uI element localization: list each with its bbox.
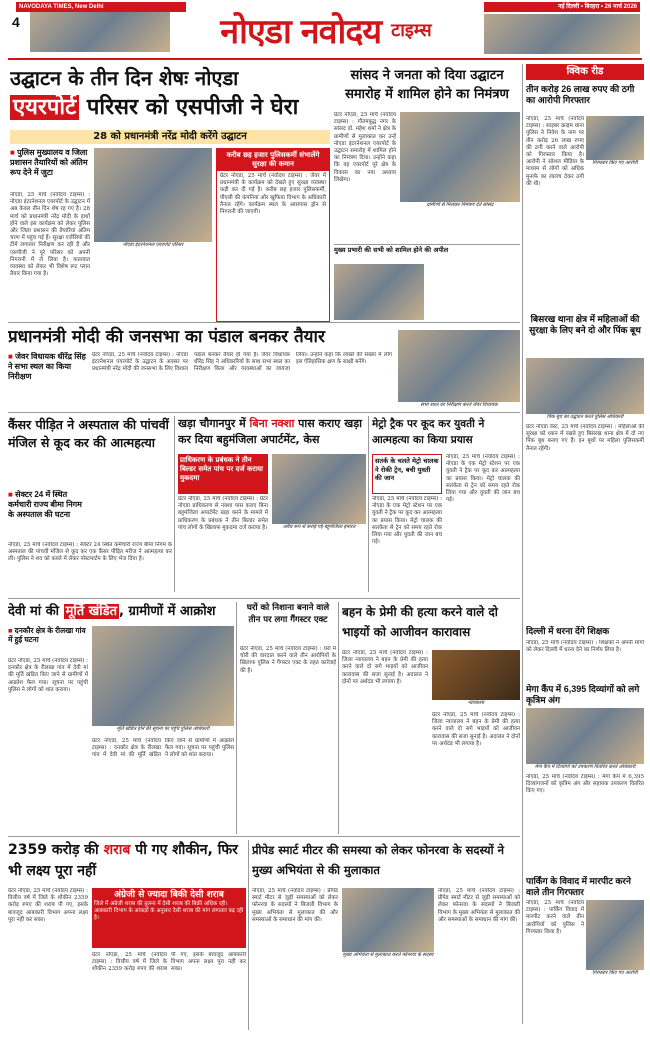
- mp-quote: मुख्य प्रभारी की सभी को शामिल होने की अपील: [334, 244, 520, 260]
- page-number: 4: [12, 14, 20, 30]
- lead-headline-rest: परिसर को एसपीजी ने घेरा: [86, 95, 299, 120]
- rally-body: ग्रेटर नोएडा, 25 मार्च (नवोदय टाइम्स) : नोएडा इंटरनेशनल एयरपोर्ट के उद्घाटन के अवसर पर प्रधानमंत्री नरेंद्र मोदी की जनसभा के लिए विशाल पंडाल बनकर तैयार हो गया है। जेवर विधायक धीरेंद्र सिंह ने अधिकारियों के साथ सभा स्थल का निरीक्षण किया और व्यवस्थाओं का जायजा लिया। उन्होंने कहा कि लाखों की संख्या में लोग इस ऐतिहासिक क्षण के साक्षी बनेंगे।: [92, 352, 392, 373]
- lead-photo: [94, 148, 212, 242]
- idol-body: ग्रेटर नोएडा, 25 मार्च (नवोदय टाइम्स) : दनकौर क्षेत्र के रीलखा गांव में देवी मां की मूर्ति खंडित किए जाने से ग्रामीणों में आक्रोश फैल गया। सूचना पर पहुंची पुलिस ने लोगों को शांत कराया।: [8, 658, 88, 693]
- meter-headline: प्रीपेड स्मार्ट मीटर की समस्या को लेकर फोनरवा के सदस्यों ने मुख्य अभियंता से की मुलाकात: [252, 843, 504, 877]
- qr-item-1-caption: गिरफ्तार किए गए आरोपी: [592, 160, 638, 166]
- lead-strap: 28 को प्रधानमंत्री नरेंद्र मोदी करेंगे उद्घाटन: [10, 130, 330, 144]
- murder-photo: [432, 650, 520, 700]
- meter-story: [252, 840, 520, 1032]
- meter-body-cont: नोएडा, 25 मार्च (नवोदय टाइम्स) : प्रीपेड स्मार्ट मीटर से जुड़ी समस्याओं को लेकर फोनरवा के सदस्यों ने बिजली विभाग के मुख्य अभियंता से मुलाकात की और समस्याओं के समाधान की मांग की।: [438, 888, 520, 923]
- idol-photo-caption: मूर्ति खंडित होने की सूचना पर पहुंचे पुलिस अधिकारी: [116, 726, 210, 732]
- idol-headline-red: मूर्ति खंडित: [65, 604, 118, 619]
- qr-item-4-headline: मेगा कैंप में 6,395 दिव्यांगों को लगे कृत्रिम अंग: [526, 684, 640, 705]
- qr-item-4-caption: मेगा कैंप में दिव्यांगों को उपकरण वितरित करते अधिकारी: [534, 764, 636, 770]
- murder-story: [342, 602, 520, 834]
- lead-body: नोएडा, 25 मार्च (नवोदय टाइम्स) : नोएडा इंटरनेशनल एयरपोर्ट के उद्घाटन में अब केवल तीन दिन शेष रह गए हैं। 28 मार्च को प्रधानमंत्री नरेंद्र मोदी के हाथों होने वाले इस कार्यक्रम को लेकर पुलिस और जिला प्रशासन की तैयारियां अंतिम चरण में पहुंच गई हैं। सुरक्षा एजेंसियों की टीमें लगातार निरीक्षण कर रही हैं और एसपीजी ने पूरे परिसर को अपनी निगरानी में ले लिया है। यातायात व्यवस्था को लेकर भी विशेष रूट प्लान तैयार किया गया है।: [10, 192, 90, 278]
- theft-story: [240, 602, 336, 834]
- lead-box-title: करीब छह हजार पुलिसकर्मी संभालेंगे सुरक्षा की कमान: [217, 149, 329, 171]
- murder-body-cont: ग्रेटर नोएडा, 25 मार्च (नवोदय टाइम्स) : जिला न्यायालय ने बहन के प्रेमी की हत्या करने वाले दो सगे भाइयों को आजीवन कारावास की सजा सुनाई है। अदालत ने दोनों पर अर्थदंड भी लगाया है।: [432, 712, 520, 747]
- building-photo: [272, 454, 366, 524]
- qr-item-1-body: नोएडा, 25 मार्च (नवोदय टाइम्स) : साइबर क्राइम थाना पुलिस ने निवेश के नाम पर तीन करोड़ 26 लाख रुपए की ठगी करने वाले आरोपी को गिरफ्तार किया है। आरोपी ने सोशल मीडिया के माध्यम से लोगों को अधिक मुनाफे का लालच देकर ठगी की थी।: [526, 116, 584, 187]
- edition-left: NAVODAYA TIMES, New Delhi: [16, 2, 186, 12]
- masthead: [0, 0, 650, 60]
- idol-headline-pre: देवी मां की: [8, 604, 64, 619]
- rally-photo-caption: सभा स्थल का निरीक्षण करते जेवर विधायक: [420, 402, 498, 408]
- rally-photo: [398, 330, 520, 402]
- metro-headline: मेट्रो ट्रैक पर कूद कर युवती ने आत्महत्या का किया प्रयास: [372, 418, 485, 446]
- building-headline-pre: खड़ा चौगानपुर में: [178, 417, 250, 430]
- idol-photo: [92, 626, 234, 726]
- masthead-photo-left: [30, 12, 170, 52]
- building-story: [178, 416, 366, 596]
- liquor-body-cont: ग्रेटर नोएडा, 25 मार्च (नवोदय टाइम्स) : वित्तीय वर्ष में जिले के शौकीन 2359 करोड़ रुपए की शराब पी गए, इसके बावजूद आबकारी विभाग अपना लक्ष्य पूरा नहीं कर सका।: [92, 952, 246, 973]
- quick-read: [526, 64, 644, 1032]
- idol-story: [8, 602, 234, 834]
- rally-story: [8, 326, 520, 410]
- mp-story: [334, 64, 520, 322]
- cancer-headline: कैंसर पीड़ित ने अस्पताल की पांचवीं मंजिल से कूद कर की आत्महत्या: [8, 417, 169, 450]
- rally-headline: प्रधानमंत्री मोदी की जनसभा का पंडाल बनकर तैयार: [8, 327, 325, 347]
- liquor-body: ग्रेटर नोएडा, 25 मार्च (नवोदय टाइम्स) : वित्तीय वर्ष में जिले के शौकीन 2359 करोड़ रुपए की शराब पी गए, इसके बावजूद आबकारी विभाग अपना लक्ष्य पूरा नहीं कर सका।: [8, 888, 88, 923]
- mp-photo-small: [334, 264, 424, 320]
- lead-headline: [10, 94, 330, 126]
- qr-item-2-photo: [526, 358, 644, 414]
- meter-photo: [342, 888, 434, 952]
- qr-item-5-headline: पार्किंग के विवाद में मारपीट करने वाले तीन गिरफ्तार: [526, 876, 631, 897]
- metro-body: नोएडा, 25 मार्च (नवोदय टाइम्स) : नोएडा के एक मेट्रो स्टेशन पर एक युवती ने ट्रैक पर कूद कर आत्महत्या का प्रयास किया। मेट्रो चालक की सतर्कता से ट्रेन को समय रहते रोक लिया गया और युवती की जान बच गई।: [372, 496, 442, 546]
- qr-item-2-caption: पिंक बूथ का उद्घाटन करते पुलिस अधिकारी: [546, 414, 624, 420]
- theft-headline: घरों को निशाना बनाने वाले तीन पर लगा गैंगस्टर एक्ट: [246, 603, 330, 625]
- qr-item-4-body: नोएडा, 25 मार्च (नवोदय टाइम्स) : मेगा कैंप में 6,395 दिव्यांगजनों को कृत्रिम अंग और सहायक उपकरण वितरित किए गए।: [526, 774, 644, 795]
- liquor-box-title: अंग्रेजी से ज्यादा बिकी देसी शराब: [114, 890, 224, 900]
- qr-item-4-photo: [526, 708, 644, 764]
- qr-item-1-headline: तीन करोड़ 26 लाख रुपए की ठगी का आरोपी गिरफ्तार: [526, 84, 635, 105]
- building-point: प्राधिकरण के प्रबंधक ने तीन बिल्डर समेत पांच पर दर्ज कराया मुकदमा: [178, 454, 268, 494]
- mp-headline: सांसद ने जनता को दिया उद्घाटन समारोह में शामिल होने का निमंत्रण: [345, 68, 509, 102]
- qr-item-2-body: ग्रेटर नोएडा वेस्ट, 25 मार्च (नवोदय टाइम्स) : महिलाओं की सुरक्षा को ध्यान में रखते हुए बिसरख थाना क्षेत्र में दो नए पिंक बूथ बनाए गए हैं। इन बूथों पर महिला पुलिसकर्मी तैनात रहेंगी।: [526, 424, 644, 452]
- lead-photo-caption: नोएडा इंटरनेशनल एयरपोर्ट परिसर: [122, 242, 184, 248]
- idol-headline: [8, 602, 234, 622]
- metro-point: सतर्क के चलते मेट्रो चालक ने रोकी ट्रेन, बची युवती की जान: [372, 454, 442, 494]
- lead-sidebar-point: ■ पुलिस मुख्यालय व जिला प्रशासन तैयारियों को अंतिम रूप देने में जुटा: [10, 148, 90, 190]
- lead-kicker: उद्घाटन के तीन दिन शेषः नोएडा: [10, 66, 239, 90]
- lead-box-body: ग्रेटर नोएडा, 25 मार्च (नवोदय टाइम्स) : जेवर में प्रधानमंत्री के कार्यक्रम को देखते हुए सुरक्षा व्यवस्था कड़ी कर दी गई है। करीब छह हजार पुलिसकर्मी, पीएसी की कंपनियां और खुफिया विभाग के अधिकारी तैनात रहेंगे। कार्यक्रम स्थल के आसपास ड्रोन से निगरानी की जाएगी।: [220, 173, 326, 216]
- liquor-box: [92, 888, 246, 948]
- qr-item-5-caption: गिरफ्तार किए गए आरोपी: [592, 970, 638, 976]
- murder-photo-caption: न्यायालय: [467, 700, 485, 706]
- qr-item-2-headline: बिसरख थाना क्षेत्र में महिलाओं की सुरक्षा के लिए बने दो और पिंक बूथ: [529, 314, 641, 335]
- liquor-box-body: जिले में अंग्रेजी शराब की तुलना में देसी शराब की बिक्री अधिक रही। आबकारी विभाग के आंकड़ों के अनुसार देसी शराब की मांग लगातार बढ़ रही है।: [94, 901, 244, 921]
- idol-headline-post: , ग्रामीणों में आक्रोश: [119, 604, 216, 619]
- murder-body: ग्रेटर नोएडा, 25 मार्च (नवोदय टाइम्स) : जिला न्यायालय ने बहन के प्रेमी की हत्या करने वाले दो सगे भाइयों को आजीवन कारावास की सजा सुनाई है। अदालत ने दोनों पर अर्थदंड भी लगाया है।: [342, 650, 428, 685]
- mp-photo-caption: ग्रामीणों से मिलकर निमंत्रण देते सांसद: [426, 202, 494, 208]
- liquor-story: [8, 840, 246, 1032]
- building-headline-post: पास कराए खड़ा कर दिया बहुमंजिला अपार्टमेंट, केस: [178, 417, 362, 446]
- rally-point: ■ जेवर विधायक धीरेंद्र सिंह ने सभा स्थल का किया निरीक्षण: [8, 352, 88, 392]
- lead-headline-red: एयरपोर्ट: [10, 95, 79, 120]
- cancer-body: नोएडा, 25 मार्च (नवोदय टाइम्स) : सेक्टर 24 स्थित कर्मचारी राज्य बीमा निगम के अस्पताल की पांचवीं मंजिल से कूद कर एक कैंसर पीड़ित मरीज ने आत्महत्या कर ली। पुलिस ने शव को कब्जे में लेकर पोस्टमार्टम के लिए भेज दिया है।: [8, 542, 172, 563]
- qr-item-5-photo: [586, 900, 644, 970]
- mp-body: ग्रेटर नोएडा, 25 मार्च (नवोदय टाइम्स) : गौतमबुद्ध नगर के सांसद डॉ. महेश शर्मा ने क्षेत्र के ग्रामीणों से मुलाकात कर उन्हें नोएडा इंटरनेशनल एयरपोर्ट के उद्घाटन समारोह में शामिल होने का निमंत्रण दिया। उन्होंने कहा कि यह एयरपोर्ट पूरे क्षेत्र के विकास का नया अध्याय लिखेगा।: [334, 112, 396, 183]
- cancer-story: [8, 416, 172, 596]
- meter-body: नोएडा, 25 मार्च (नवोदय टाइम्स) : प्रीपेड स्मार्ट मीटर से जुड़ी समस्याओं को लेकर फोनरवा के सदस्यों ने बिजली विभाग के मुख्य अभियंता से मुलाकात की और समस्याओं के समाधान की मांग की।: [252, 888, 338, 923]
- lead-box: [216, 148, 330, 322]
- edition-right: नई दिल्ली • बिरहरा • 26 मार्च 2026: [484, 2, 640, 12]
- idol-point: ■ दनकौर क्षेत्र के रीलखा गांव में हुई घटना: [8, 626, 88, 654]
- qr-item-1-photo: [586, 116, 644, 160]
- quick-read-label: क्विक रीड: [526, 64, 644, 80]
- title-part-2: नवोदय: [300, 12, 382, 52]
- building-headline: [178, 416, 366, 450]
- metro-body-cont: नोएडा, 25 मार्च (नवोदय टाइम्स) : नोएडा के एक मेट्रो स्टेशन पर एक युवती ने ट्रैक पर कूद कर आत्महत्या का प्रयास किया। मेट्रो चालक की सतर्कता से ट्रेन को समय रहते रोक लिया गया और युवती की जान बच गई।: [446, 454, 520, 504]
- masthead-title: [176, 4, 476, 56]
- building-headline-red: बिना नक्शा: [249, 417, 295, 430]
- meter-photo-caption: मुख्य अभियंता से मुलाकात करते फोनरवा के सदस्य: [342, 952, 434, 958]
- liquor-headline: [8, 840, 246, 884]
- liquor-headline-red: शराब: [103, 842, 131, 858]
- idol-body-cont: ग्रेटर नोएडा, 25 मार्च (नवोदय टाइम्स) : दनकौर क्षेत्र के रीलखा गांव में देवी मां की मूर्ति खंडित किए जाने से ग्रामीणों में आक्रोश फैल गया। सूचना पर पहुंची पुलिस ने लोगों को शांत कराया।: [92, 738, 234, 759]
- metro-story: [372, 416, 520, 596]
- murder-headline: बहन के प्रेमी की हत्या करने वाले दो भाइयों को आजीवन कारावास: [342, 605, 498, 639]
- qr-item-5-body: नोएडा, 25 मार्च (नवोदय टाइम्स) : पार्किंग विवाद में मारपीट करने वाले तीन आरोपियों को पुलिस ने गिरफ्तार किया है।: [526, 900, 584, 935]
- title-part-3: टाइम्स: [391, 20, 432, 41]
- cancer-point: ■ सेक्टर 24 में स्थित कर्मचारी राज्य बीमा निगम के अस्पताल की घटना: [8, 490, 86, 540]
- masthead-photo-right: [484, 14, 640, 54]
- mp-photo: [400, 112, 520, 202]
- building-body: ग्रेटर नोएडा, 25 मार्च (नवोदय टाइम्स) : ग्रेटर नोएडा प्राधिकरण से नक्शा पास कराए बिना बहुमंजिला अपार्टमेंट खड़ा करने के मामले में प्राधिकरण के प्रबंधक ने तीन बिल्डर समेत पांच लोगों के खिलाफ मुकदमा दर्ज कराया है।: [178, 496, 268, 531]
- liquor-headline-pre: 2359 करोड़ की: [8, 842, 104, 858]
- building-photo-caption: अवैध रूप से बनाई गई बहुमंजिला इमारत: [282, 524, 356, 530]
- liquor-headline-post: पी गए शौकीन, फिर भी लक्ष्य पूरा नहीं: [8, 842, 238, 879]
- title-part-1: नोएडा: [220, 12, 291, 52]
- theft-body: ग्रेटर नोएडा, 25 मार्च (नवोदय टाइम्स) : घरों में चोरी की वारदात करने वाले तीन आरोपियों के खिलाफ पुलिस ने गैंगस्टर एक्ट के तहत कार्रवाई की है।: [240, 646, 336, 674]
- lead-story: [8, 64, 330, 322]
- qr-item-3-headline: दिल्ली में धरना देंगे शिक्षक: [526, 626, 610, 636]
- qr-item-3-body: नोएडा, 25 मार्च (नवोदय टाइम्स) : शिक्षकों ने अपनी मांगों को लेकर दिल्ली में धरना देने का निर्णय लिया है।: [526, 640, 644, 654]
